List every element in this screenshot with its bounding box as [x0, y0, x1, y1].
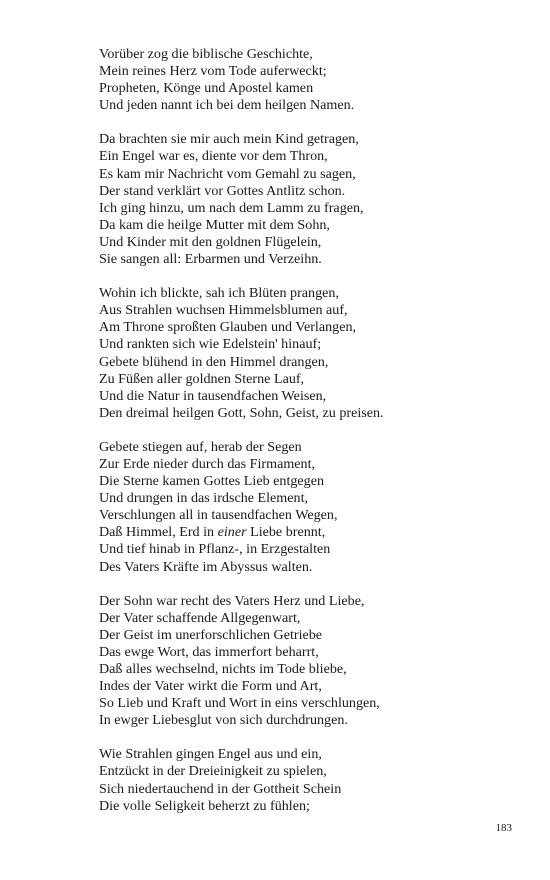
poem-line: Propheten, Könge und Apostel kamen — [99, 80, 314, 97]
poem-line: Ich ging hinzu, um nach dem Lamm zu fragen, — [99, 199, 364, 216]
poem-line: Verschlungen all in tausendfachen Wegen, — [99, 507, 338, 524]
poem-line: Der Vater schaffende Allgegenwart, — [99, 609, 301, 626]
poem-line: Da brachten sie mir auch mein Kind getragen, — [99, 131, 359, 148]
poem-line: Der stand verklärt vor Gottes Antlitz schon. — [99, 182, 346, 199]
poem-line: Gebete blühend in den Himmel drangen, — [99, 353, 329, 370]
poem-line: Am Throne sproßten Glauben und Verlangen, — [99, 319, 357, 336]
poem-line: Das ewge Wort, das immerfort beharrt, — [99, 643, 319, 660]
poem-body — [99, 46, 499, 832]
poem-line: Die volle Seligkeit beherzt zu fühlen; — [99, 797, 310, 814]
poem-line-emphasis: einer — [217, 524, 247, 541]
poem-line: In ewger Liebesglut von sich durchdrungen. — [99, 712, 348, 729]
stanza — [99, 131, 499, 268]
poem-line: Gebete stiegen auf, herab der Segen — [99, 438, 302, 455]
poem-line-text: Daß Himmel, Erd in — [99, 524, 218, 541]
poem-line: Ein Engel war es, diente vor dem Thron, — [99, 148, 328, 165]
poem-line: Die Sterne kamen Gottes Lieb entgegen — [99, 473, 325, 490]
poem-line-text: Liebe brennt, — [246, 524, 326, 541]
poem-line: Vorüber zog die biblische Geschichte, — [99, 46, 313, 62]
poem-line: Der Sohn war recht des Vaters Herz und Liebe, — [99, 592, 365, 609]
poem-line: Zur Erde nieder durch das Firmament, — [99, 455, 316, 472]
poem-line: Zu Füßen aller goldnen Sterne Lauf, — [99, 370, 305, 387]
poem-line: Und tief hinab in Pflanz-, in Erzgestalten — [99, 541, 331, 558]
page-number: 183 — [495, 822, 512, 834]
poem-line: Des Vaters Kräfte im Abyssus walten. — [99, 558, 313, 575]
poem-line: Und rankten sich wie Edelstein' hinauf; — [99, 336, 322, 353]
poem-line: Und jeden nannt ich bei dem heilgen Namen. — [99, 97, 355, 114]
stanza — [99, 593, 499, 730]
poem-line: Indes der Vater wirkt die Form und Art, — [99, 678, 322, 695]
poem-line: Wohin ich blickte, sah ich Blüten prangen, — [99, 285, 339, 302]
poem-line: Daß alles wechselnd, nichts im Tode bliebe, — [99, 661, 347, 677]
poem-line: Entzückt in der Dreieinigkeit zu spielen, — [99, 763, 327, 780]
poem-line: Wie Strahlen gingen Engel aus und ein, — [99, 746, 322, 763]
poem-line — [99, 524, 499, 541]
stanza — [99, 746, 499, 814]
stanza — [99, 439, 499, 576]
poem-line: So Lieb und Kraft und Wort in eins verschlungen, — [99, 695, 380, 712]
stanza — [99, 46, 499, 114]
poem-line: Der Geist im unerforschlichen Getriebe — [99, 626, 323, 643]
stanza — [99, 285, 499, 422]
poem-line: Und Kinder mit den goldnen Flügelein, — [99, 233, 322, 250]
poem-line: Und drungen in das irdsche Element, — [99, 490, 309, 507]
poem-line: Es kam mir Nachricht vom Gemahl zu sagen, — [99, 165, 356, 182]
poem-line: Mein reines Herz vom Tode auferweckt; — [99, 63, 327, 80]
poem-line: Und die Natur in tausendfachen Weisen, — [99, 387, 327, 404]
poem-line: Da kam die heilge Mutter mit dem Sohn, — [99, 216, 330, 233]
poem-line: Sich niedertauchend in der Gottheit Schein — [99, 780, 342, 797]
poem-line: Aus Strahlen wuchsen Himmelsblumen auf, — [99, 302, 348, 319]
poem-line: Sie sangen all: Erbarmen und Verzeihn. — [99, 251, 322, 268]
poem-line: Den dreimal heilgen Gott, Sohn, Geist, zu preisen. — [99, 404, 384, 421]
